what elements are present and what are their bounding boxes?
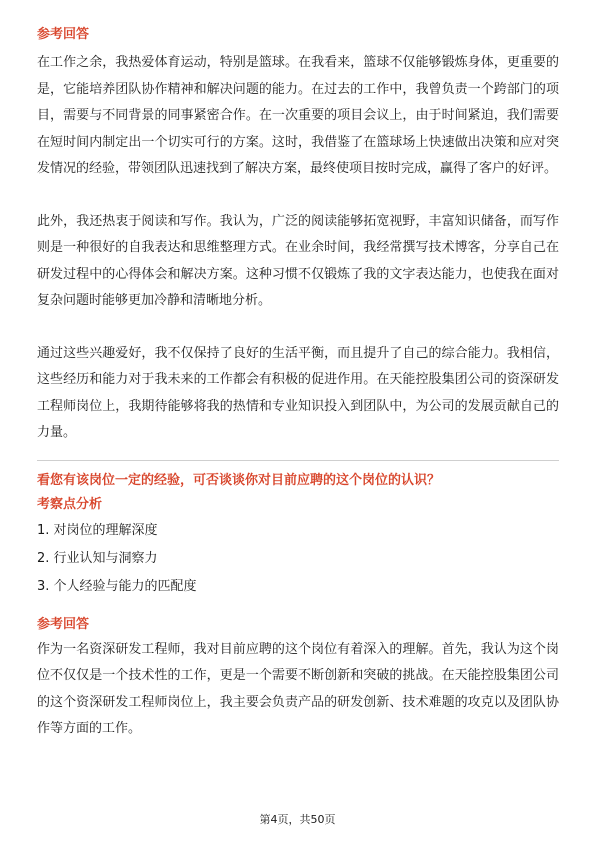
answer-paragraph-1: 在工作之余，我热爱体育运动，特别是篮球。在我看来，篮球不仅能够锻炼身体，更重要的是，它能培养团队协作精神和解决问题的能力。在过去的工作中，我曾负责一个跨部门的项目，需要与不同背景的同事紧密合作。在一次重要的项目会议上，由于时间紧迫，我们需要在短时间内制定出一个切实可行的方案。这时，我借鉴了在篮球场上快速做出决策和应对突发情况的经验，带领团队迅速找到了解决方案，最终使项目按时完成，赢得了客户的好评。 xyxy=(37,55,559,176)
list-item: 1. 对岗位的理解深度 xyxy=(37,522,158,538)
answer-paragraph-3: 通过这些兴趣爱好，我不仅保持了良好的生活平衡，而且提升了自己的综合能力。我相信，这些经历和能力对于我未来的工作都会有积极的促进作用。在天能控股集团公司的资深研发工程师岗位上，我期待能够将我的热情和专业知识投入到团队中，为公司的发展贡献自己的力量。 xyxy=(37,345,559,440)
reference-answer-heading-2: 参考回答 xyxy=(37,616,90,632)
paragraph-gap xyxy=(37,183,559,209)
interview-question: 看您有该岗位一定的经验，可否谈谈你对目前应聘的这个岗位的认识？ xyxy=(37,472,441,488)
page-number: 第4页，共50页 xyxy=(259,813,336,826)
reference-answer-heading: 参考回答 xyxy=(37,27,90,42)
page-content xyxy=(37,26,559,743)
answer-paragraph-4: 作为一名资深研发工程师，我对目前应聘的这个岗位有着深入的理解。首先，我认为这个岗位不仅仅是一个技术性的工作，更是一个需要不断创新和突破的挑战。在天能控股集团公司的这个资深研发工程师岗位上，我主要会负责产品的研发创新、技术难题的攻克以及团队协作等方面的工作。 xyxy=(37,641,559,736)
analysis-heading: 考察点分析 xyxy=(37,496,103,512)
answer-paragraph-2: 此外，我还热衷于阅读和写作。我认为，广泛的阅读能够拓宽视野，丰富知识储备，而写作则是一种很好的自我表达和思维整理方式。在业余时间，我经常撰写技术博客，分享自己在研发过程中的心得体会和解决方案。这种习惯不仅锻炼了我的文字表达能力，也使我在面对复杂问题时能够更加冷静和清晰地分析。 xyxy=(37,213,559,308)
section-divider xyxy=(37,460,559,461)
analysis-points xyxy=(37,517,559,601)
list-item: 2. 行业认知与洞察力 xyxy=(37,550,158,566)
paragraph-gap xyxy=(37,315,559,341)
list-item: 3. 个人经验与能力的匹配度 xyxy=(37,578,197,594)
